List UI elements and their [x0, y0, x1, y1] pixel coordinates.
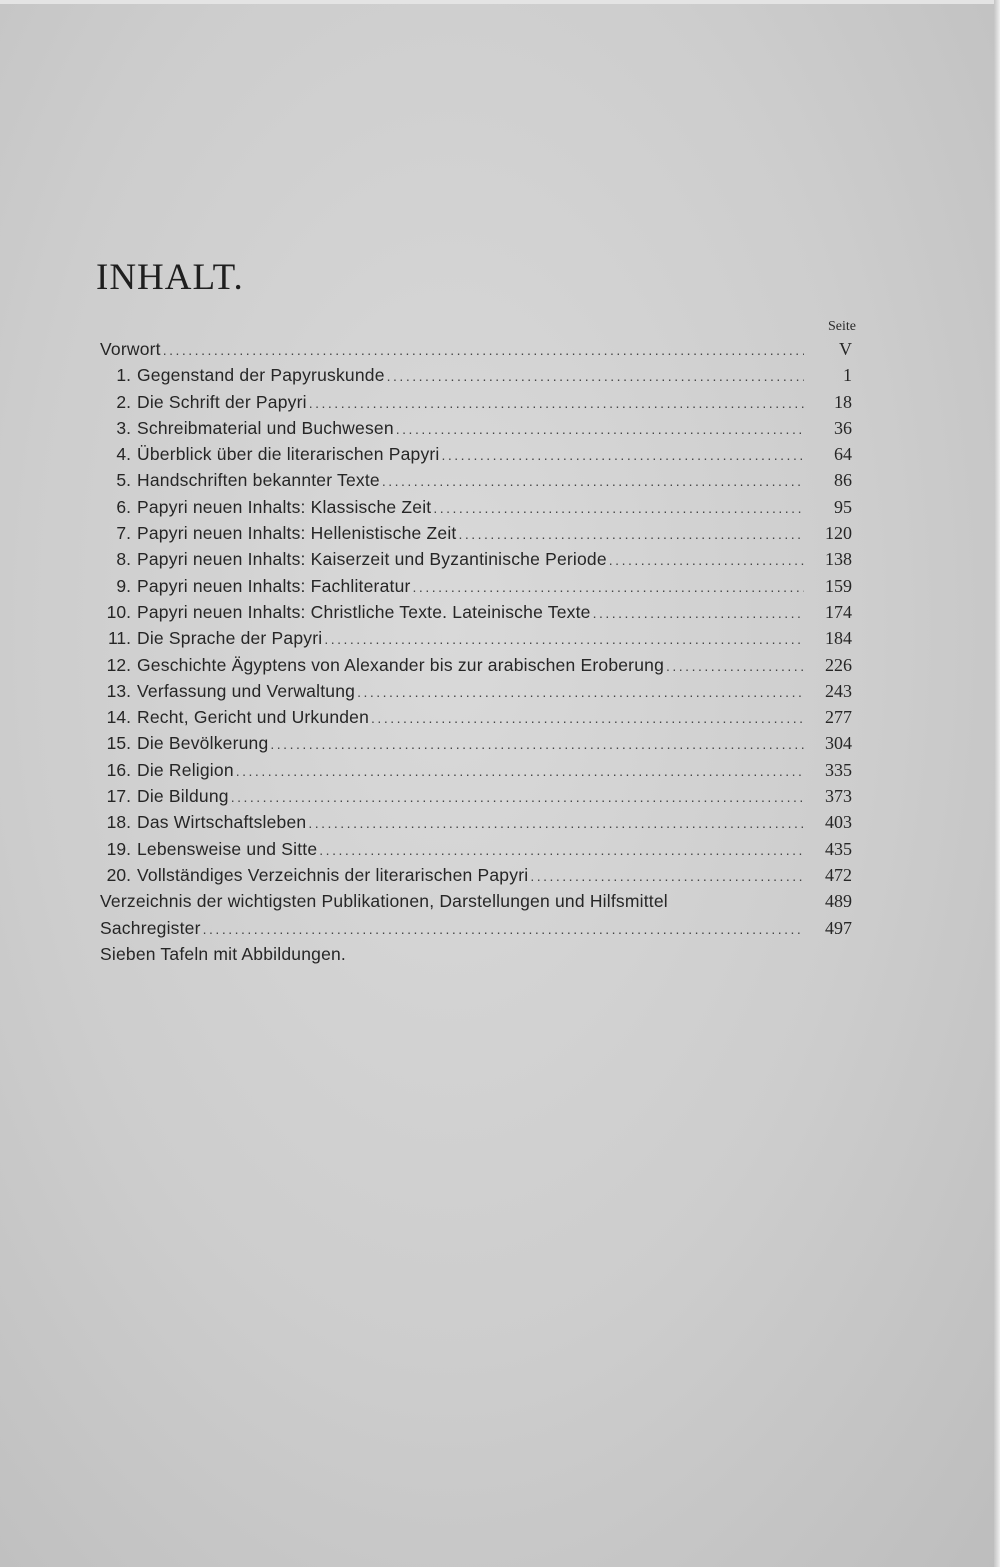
leader-dots: [609, 547, 804, 573]
toc-entry-number: 2.: [116, 391, 131, 412]
toc-entry-number: 20.: [106, 864, 131, 885]
toc-entry-title: Schreibmaterial und Buchwesen: [137, 417, 394, 438]
leader-dots: [382, 468, 804, 494]
toc-entry-number: 6.: [116, 496, 131, 517]
toc-entry-number: 3.: [116, 417, 131, 438]
page-edge-right: [994, 0, 1000, 1567]
leader-dots: [530, 863, 804, 889]
toc-entry-title: Die Sprache der Papyri: [137, 628, 323, 649]
toc-entry-page: 120: [825, 523, 852, 544]
toc-entry-number: 11.: [107, 628, 131, 649]
leader-dots: [593, 600, 804, 626]
toc-entry: [100, 836, 860, 862]
toc-entry: [100, 467, 860, 493]
toc-entry-page: 138: [825, 549, 852, 570]
toc-entry-title: Papyri neuen Inhalts: Kaiserzeit und Byzantinische Periode: [137, 549, 607, 570]
toc-entry: [100, 862, 860, 888]
toc-entry-page: 335: [825, 759, 852, 780]
toc-entry-page: 1: [843, 365, 852, 386]
toc-entry: [100, 678, 860, 704]
leader-dots: [357, 679, 804, 705]
toc-entry-number: 7.: [116, 523, 131, 544]
table-of-contents: [100, 336, 860, 967]
toc-entry-title: Die Bevölkerung: [137, 733, 269, 754]
toc-entry-page: 95: [834, 496, 852, 517]
toc-entry-title: Sachregister: [100, 917, 201, 938]
toc-entry-title: Papyri neuen Inhalts: Christliche Texte. Lateinische Texte: [137, 601, 591, 622]
leader-dots: [413, 574, 804, 600]
toc-entry-page: 226: [825, 654, 852, 675]
toc-entry: [100, 783, 860, 809]
toc-entry-number: 10.: [106, 601, 131, 622]
toc-entry: [100, 546, 860, 572]
toc-entry-title: Die Bildung: [137, 786, 229, 807]
toc-entry-number: 4.: [116, 444, 131, 465]
toc-entry-title: Papyri neuen Inhalts: Fachliteratur: [137, 575, 411, 596]
toc-entry-page: 472: [825, 864, 852, 885]
toc-entry-foreword: [100, 336, 860, 362]
toc-entry-title: Papyri neuen Inhalts: Hellenistische Zeit: [137, 523, 457, 544]
toc-entry-number: 14.: [106, 707, 131, 728]
leader-dots: [666, 653, 804, 679]
toc-entry-title: Gegenstand der Papyruskunde: [137, 365, 385, 386]
toc-entry-page: 18: [834, 391, 852, 412]
toc-entry: [100, 652, 860, 678]
toc-entry-page: 174: [825, 601, 852, 622]
leader-dots: [396, 416, 804, 442]
toc-entry-page: 243: [825, 680, 852, 701]
toc-entry: [100, 809, 860, 835]
toc-entry-page: 373: [825, 786, 852, 807]
toc-entry-title: Die Religion: [137, 759, 234, 780]
toc-entry-plates: [100, 941, 860, 967]
toc-entry-title: Papyri neuen Inhalts: Klassische Zeit: [137, 496, 432, 517]
toc-entry-title: Die Schrift der Papyri: [137, 391, 307, 412]
toc-entry-page: V: [839, 339, 852, 359]
leader-dots: [319, 837, 804, 863]
toc-entry-number: 17.: [106, 786, 131, 807]
leader-dots: [231, 784, 804, 810]
toc-entry: [100, 599, 860, 625]
toc-entry-page: 304: [825, 733, 852, 754]
page-column-label: Seite: [828, 319, 856, 334]
toc-entry: [100, 441, 860, 467]
leader-dots: [433, 495, 804, 521]
toc-entry-title: Sieben Tafeln mit Abbildungen.: [100, 943, 346, 964]
toc-entry-number: 13.: [106, 680, 131, 701]
leader-dots: [458, 521, 804, 547]
toc-entry-title: Vorwort: [100, 339, 161, 359]
toc-entry-page: 184: [825, 628, 852, 649]
toc-entry-title: Überblick über die literarischen Papyri: [137, 444, 440, 465]
toc-entry-page: 435: [825, 838, 852, 859]
toc-entry-number: 18.: [106, 812, 131, 833]
leader-dots: [163, 337, 804, 363]
toc-entry: [100, 573, 860, 599]
leader-dots: [236, 758, 804, 784]
toc-entry-number: 5.: [116, 470, 131, 491]
toc-entry-number: 16.: [106, 759, 131, 780]
toc-entry-page: 86: [834, 470, 852, 491]
toc-entry: [100, 757, 860, 783]
toc-entry-page: 277: [825, 707, 852, 728]
toc-entry-number: 1.: [116, 365, 131, 386]
toc-entry-number: 8.: [116, 549, 131, 570]
page-edge-top: [0, 0, 1000, 4]
leader-dots: [387, 363, 804, 389]
toc-entry-title: Verfassung und Verwaltung: [137, 680, 356, 701]
toc-entry: [100, 415, 860, 441]
toc-entry: [100, 625, 860, 651]
toc-entry: [100, 389, 860, 415]
toc-entry: [100, 520, 860, 546]
toc-entry-number: 15.: [106, 733, 131, 754]
leader-dots: [309, 390, 804, 416]
leader-dots: [442, 442, 804, 468]
toc-entry-index: [100, 915, 860, 941]
leader-dots: [308, 810, 804, 836]
leader-dots: [270, 731, 804, 757]
toc-entry-title: Vollständiges Verzeichnis der literarischen Papyri: [137, 864, 529, 885]
toc-entry-page: 36: [834, 417, 852, 438]
toc-entry-title: Lebensweise und Sitte: [137, 838, 318, 859]
toc-entry-page: 489: [825, 891, 852, 912]
toc-entry: [100, 362, 860, 388]
toc-entry-number: 12.: [106, 654, 131, 675]
toc-entry-page: 64: [834, 444, 852, 465]
toc-entry-title: Recht, Gericht und Urkunden: [137, 707, 370, 728]
toc-entry: [100, 494, 860, 520]
toc-entry-number: 19.: [106, 838, 131, 859]
leader-dots: [324, 626, 804, 652]
toc-entry-number: 9.: [116, 575, 131, 596]
toc-entry-page: 159: [825, 575, 852, 596]
toc-entry-page: 497: [825, 917, 852, 938]
toc-entry-title: Geschichte Ägyptens von Alexander bis zur arabischen Eroberung: [137, 654, 665, 675]
leader-dots: [371, 705, 804, 731]
page-title: INHALT.: [96, 257, 244, 298]
toc-entry-page: 403: [825, 812, 852, 833]
toc-entry: [100, 704, 860, 730]
toc-entry-bibliography: [100, 888, 860, 914]
toc-entry: [100, 730, 860, 756]
toc-entry-title: Verzeichnis der wichtigsten Publikationen, Darstellungen und Hilfsmittel: [100, 891, 668, 912]
leader-dots: [203, 916, 804, 942]
toc-entry-title: Handschriften bekannter Texte: [137, 470, 380, 491]
toc-entry-title: Das Wirtschaftsleben: [137, 812, 307, 833]
